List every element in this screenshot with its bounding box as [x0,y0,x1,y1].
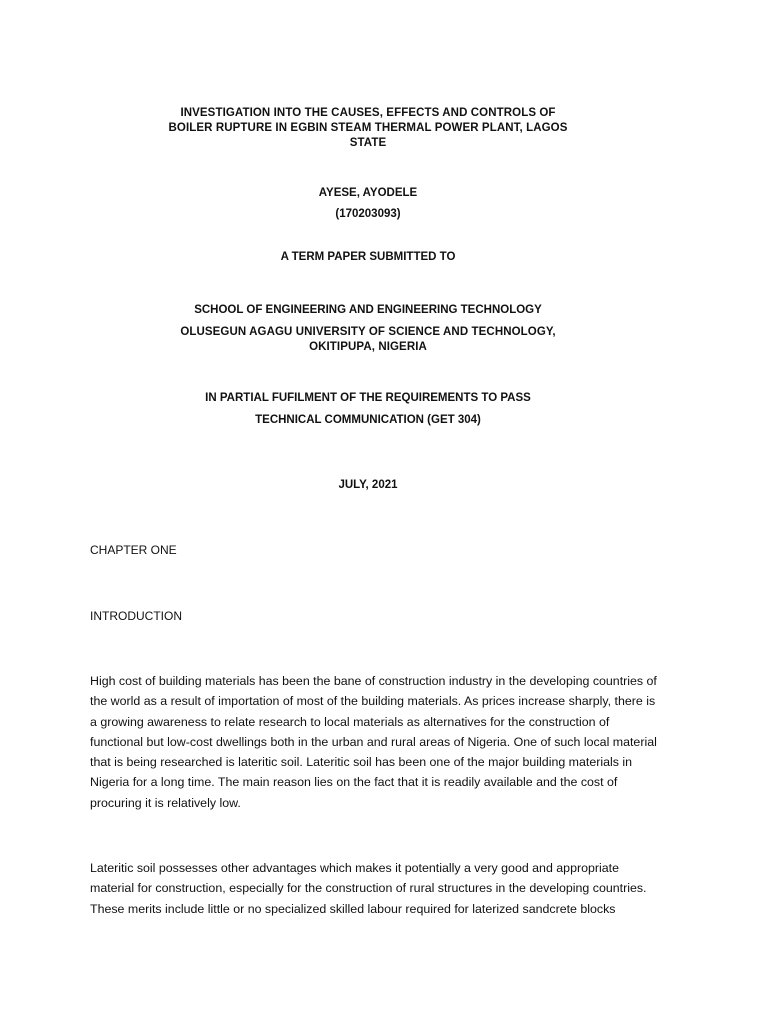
paragraph-1-line: functional but low-cost dwellings both in the urban and rural areas of Nigeria. One of such local material [90,734,657,749]
university-name [120,325,616,355]
document-title [120,106,616,151]
paragraph-2-line: Lateritic soil possesses other advantages which makes it potentially a very good and appropriate [90,861,619,875]
author-name: AYESE, AYODELE [318,187,418,199]
university-line-2: OKITIPUPA, NIGERIA [309,341,427,353]
university-line-1: OLUSEGUN AGAGU UNIVERSITY OF SCIENCE AND TECHNOLOGY, [180,326,556,338]
author-id: (170203093) [335,208,401,220]
submission-date: JULY, 2021 [338,479,398,491]
chapter-heading: CHAPTER ONE [90,543,177,557]
paragraph-1-line: the world as a result of importation of most of the building materials. As prices increase sharply, there is [90,694,656,709]
paragraph-1-line: that is being researched is lateritic soil. Lateritic soil has been one of the major building materials in [90,755,633,770]
fulfilment-statement: IN PARTIAL FUFILMENT OF THE REQUIREMENTS TO PASS [205,392,531,404]
paragraph-1 [90,671,690,813]
paragraph-1-line: Nigeria for a long time. The main reason lies on the fact that it is readily available and the cost of [90,775,618,790]
title-line-2: BOILER RUPTURE IN EGBIN STEAM THERMAL POWER PLANT, LAGOS [168,122,568,134]
section-heading: INTRODUCTION [90,609,182,623]
submitted-to: A TERM PAPER SUBMITTED TO [280,251,456,263]
paragraph-2 [90,858,690,919]
school-name: SCHOOL OF ENGINEERING AND ENGINEERING TECHNOLOGY [194,304,542,316]
title-line-1: INVESTIGATION INTO THE CAUSES, EFFECTS AND CONTROLS OF [180,107,556,119]
paragraph-2-line: material for construction, especially for the construction of rural structures in the developing countries. [90,881,647,896]
course-name: TECHNICAL COMMUNICATION (GET 304) [255,414,481,426]
paragraph-1-line: a growing awareness to relate research to local materials as alternatives for the construction of [90,714,610,729]
paragraph-1-line: High cost of building materials has been the bane of construction industry in the developing countries of [90,674,657,688]
paragraph-1-line: procuring it is relatively low. [90,795,241,810]
paragraph-2-line: These merits include little or no specialized skilled labour required for laterized sandcrete blocks [90,901,616,916]
title-line-3: STATE [349,137,387,149]
